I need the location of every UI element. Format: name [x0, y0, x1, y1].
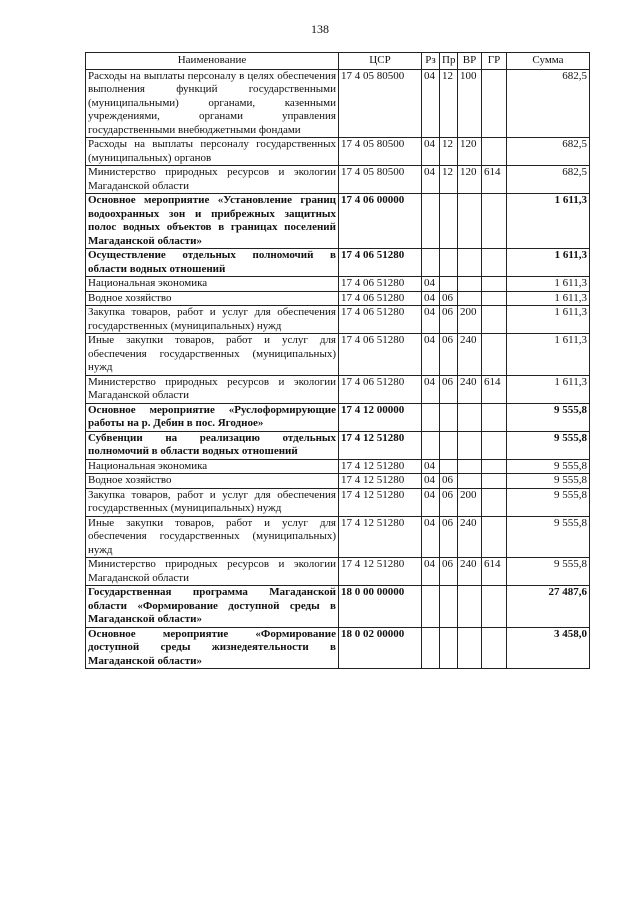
- cell-name: Расходы на выплаты персоналу государственных (муниципальных) органов: [86, 138, 339, 166]
- table-row: [86, 334, 590, 376]
- cell-vr: [458, 431, 482, 459]
- cell-gr: [482, 474, 507, 489]
- cell-vr: [458, 474, 482, 489]
- cell-name: Иные закупки товаров, работ и услуг для обеспечения государственных (муниципальных) нужд: [86, 334, 339, 376]
- cell-pr: 06: [440, 488, 458, 516]
- cell-pr: [440, 194, 458, 249]
- cell-csr: 17 4 06 51280: [339, 375, 422, 403]
- cell-name: Основное мероприятие «Формирование доступной среды жизнедеятельности в Магаданской области»: [86, 627, 339, 669]
- cell-name: Субвенции на реализацию отдельных полномочий в области водных отношений: [86, 431, 339, 459]
- table-header-row: [86, 53, 590, 70]
- cell-name: Водное хозяйство: [86, 291, 339, 306]
- cell-name: Основное мероприятие «Руслоформирующие работы на р. Дебин в пос. Ягодное»: [86, 403, 339, 431]
- table-row: [86, 194, 590, 249]
- cell-rz: 04: [422, 375, 440, 403]
- cell-csr: 17 4 05 80500: [339, 69, 422, 138]
- table-row: [86, 138, 590, 166]
- cell-name: Расходы на выплаты персоналу в целях обеспечения выполнения функций государственными (муниципальными) органами, казенными учреждениями, органами управления государственными внебюджетными фондами: [86, 69, 339, 138]
- cell-vr: 200: [458, 306, 482, 334]
- table-row: [86, 291, 590, 306]
- table-row: [86, 306, 590, 334]
- cell-vr: 120: [458, 138, 482, 166]
- cell-pr: [440, 403, 458, 431]
- cell-csr: 17 4 12 51280: [339, 431, 422, 459]
- cell-sum: 1 611,3: [507, 375, 590, 403]
- cell-name: Министерство природных ресурсов и экологии Магаданской области: [86, 558, 339, 586]
- page-number: 138: [311, 22, 329, 36]
- table-row: [86, 69, 590, 138]
- cell-gr: [482, 194, 507, 249]
- cell-sum: 1 611,3: [507, 291, 590, 306]
- cell-pr: 06: [440, 375, 458, 403]
- cell-csr: 17 4 06 51280: [339, 306, 422, 334]
- cell-sum: 1 611,3: [507, 277, 590, 292]
- header-sum: Сумма: [507, 53, 590, 70]
- cell-gr: [482, 277, 507, 292]
- cell-vr: 200: [458, 488, 482, 516]
- cell-sum: 682,5: [507, 166, 590, 194]
- cell-rz: [422, 249, 440, 277]
- cell-rz: 04: [422, 69, 440, 138]
- cell-csr: 17 4 12 51280: [339, 488, 422, 516]
- cell-vr: 120: [458, 166, 482, 194]
- cell-sum: 9 555,8: [507, 488, 590, 516]
- cell-rz: [422, 194, 440, 249]
- cell-vr: [458, 194, 482, 249]
- cell-csr: 18 0 02 00000: [339, 627, 422, 669]
- cell-vr: [458, 586, 482, 628]
- cell-csr: 17 4 12 00000: [339, 403, 422, 431]
- cell-rz: 04: [422, 277, 440, 292]
- cell-sum: 9 555,8: [507, 558, 590, 586]
- table-body: [86, 69, 590, 669]
- cell-gr: [482, 69, 507, 138]
- cell-sum: 9 555,8: [507, 459, 590, 474]
- cell-pr: [440, 586, 458, 628]
- cell-name: Закупка товаров, работ и услуг для обеспечения государственных (муниципальных) нужд: [86, 488, 339, 516]
- cell-rz: [422, 431, 440, 459]
- cell-gr: [482, 249, 507, 277]
- table-row: [86, 516, 590, 558]
- cell-vr: [458, 291, 482, 306]
- cell-pr: 06: [440, 291, 458, 306]
- cell-gr: [482, 291, 507, 306]
- table-row: [86, 586, 590, 628]
- cell-sum: 1 611,3: [507, 306, 590, 334]
- cell-name: Иные закупки товаров, работ и услуг для обеспечения государственных (муниципальных) нужд: [86, 516, 339, 558]
- table-row: [86, 403, 590, 431]
- header-name: Наименование: [86, 53, 339, 70]
- table-row: [86, 375, 590, 403]
- cell-gr: [482, 627, 507, 669]
- budget-table: [85, 52, 590, 669]
- cell-vr: [458, 403, 482, 431]
- cell-pr: 06: [440, 474, 458, 489]
- table-row: [86, 474, 590, 489]
- cell-rz: 04: [422, 459, 440, 474]
- cell-pr: 06: [440, 558, 458, 586]
- cell-csr: 17 4 12 51280: [339, 558, 422, 586]
- cell-rz: 04: [422, 138, 440, 166]
- cell-vr: 240: [458, 558, 482, 586]
- cell-rz: 04: [422, 516, 440, 558]
- cell-pr: [440, 431, 458, 459]
- cell-gr: [482, 403, 507, 431]
- cell-sum: 3 458,0: [507, 627, 590, 669]
- cell-sum: 1 611,3: [507, 334, 590, 376]
- cell-name: Министерство природных ресурсов и экологии Магаданской области: [86, 375, 339, 403]
- cell-rz: 04: [422, 166, 440, 194]
- cell-gr: 614: [482, 375, 507, 403]
- cell-gr: [482, 431, 507, 459]
- cell-csr: 17 4 12 51280: [339, 459, 422, 474]
- cell-pr: 12: [440, 138, 458, 166]
- cell-gr: [482, 334, 507, 376]
- cell-name: Закупка товаров, работ и услуг для обеспечения государственных (муниципальных) нужд: [86, 306, 339, 334]
- cell-csr: 17 4 12 51280: [339, 516, 422, 558]
- cell-csr: 17 4 06 51280: [339, 334, 422, 376]
- cell-sum: 682,5: [507, 138, 590, 166]
- cell-gr: [482, 516, 507, 558]
- cell-rz: 04: [422, 488, 440, 516]
- cell-rz: [422, 403, 440, 431]
- cell-vr: 240: [458, 375, 482, 403]
- cell-pr: 06: [440, 334, 458, 376]
- header-pr: Пр: [440, 53, 458, 70]
- cell-csr: 17 4 05 80500: [339, 166, 422, 194]
- cell-vr: [458, 459, 482, 474]
- cell-name: Национальная экономика: [86, 277, 339, 292]
- table-row: [86, 627, 590, 669]
- table-row: [86, 431, 590, 459]
- table-row: [86, 166, 590, 194]
- cell-csr: 17 4 06 51280: [339, 249, 422, 277]
- cell-name: Водное хозяйство: [86, 474, 339, 489]
- cell-name: Национальная экономика: [86, 459, 339, 474]
- table-row: [86, 558, 590, 586]
- cell-name: Государственная программа Магаданской области «Формирование доступной среды в Магаданской области»: [86, 586, 339, 628]
- cell-vr: [458, 277, 482, 292]
- cell-gr: 614: [482, 166, 507, 194]
- table-row: [86, 459, 590, 474]
- cell-sum: 1 611,3: [507, 194, 590, 249]
- cell-csr: 18 0 00 00000: [339, 586, 422, 628]
- cell-pr: 12: [440, 166, 458, 194]
- cell-pr: 06: [440, 516, 458, 558]
- cell-sum: 27 487,6: [507, 586, 590, 628]
- cell-pr: [440, 459, 458, 474]
- header-rz: Рз: [422, 53, 440, 70]
- cell-sum: 9 555,8: [507, 431, 590, 459]
- cell-csr: 17 4 06 00000: [339, 194, 422, 249]
- cell-vr: [458, 627, 482, 669]
- cell-csr: 17 4 12 51280: [339, 474, 422, 489]
- cell-vr: 240: [458, 334, 482, 376]
- cell-vr: 240: [458, 516, 482, 558]
- cell-rz: [422, 586, 440, 628]
- cell-gr: [482, 306, 507, 334]
- cell-vr: [458, 249, 482, 277]
- cell-sum: 9 555,8: [507, 516, 590, 558]
- cell-name: Министерство природных ресурсов и экологии Магаданской области: [86, 166, 339, 194]
- cell-pr: [440, 277, 458, 292]
- cell-rz: 04: [422, 474, 440, 489]
- header-gr: ГР: [482, 53, 507, 70]
- cell-rz: 04: [422, 334, 440, 376]
- cell-vr: 100: [458, 69, 482, 138]
- cell-pr: 06: [440, 306, 458, 334]
- cell-gr: [482, 488, 507, 516]
- cell-name: Осуществление отдельных полномочий в области водных отношений: [86, 249, 339, 277]
- cell-gr: [482, 138, 507, 166]
- table-row: [86, 249, 590, 277]
- table-row: [86, 277, 590, 292]
- cell-rz: 04: [422, 306, 440, 334]
- cell-gr: [482, 459, 507, 474]
- cell-rz: [422, 627, 440, 669]
- cell-csr: 17 4 06 51280: [339, 291, 422, 306]
- cell-sum: 1 611,3: [507, 249, 590, 277]
- cell-name: Основное мероприятие «Установление границ водоохранных зон и прибрежных защитных полос водных объектов в границах поселений Магаданской области»: [86, 194, 339, 249]
- cell-pr: [440, 627, 458, 669]
- table-row: [86, 488, 590, 516]
- cell-rz: 04: [422, 291, 440, 306]
- cell-sum: 9 555,8: [507, 403, 590, 431]
- header-csr: ЦСР: [339, 53, 422, 70]
- cell-gr: [482, 586, 507, 628]
- cell-rz: 04: [422, 558, 440, 586]
- cell-sum: 9 555,8: [507, 474, 590, 489]
- cell-gr: 614: [482, 558, 507, 586]
- cell-pr: 12: [440, 69, 458, 138]
- cell-pr: [440, 249, 458, 277]
- cell-sum: 682,5: [507, 69, 590, 138]
- cell-csr: 17 4 06 51280: [339, 277, 422, 292]
- header-vr: ВР: [458, 53, 482, 70]
- cell-csr: 17 4 05 80500: [339, 138, 422, 166]
